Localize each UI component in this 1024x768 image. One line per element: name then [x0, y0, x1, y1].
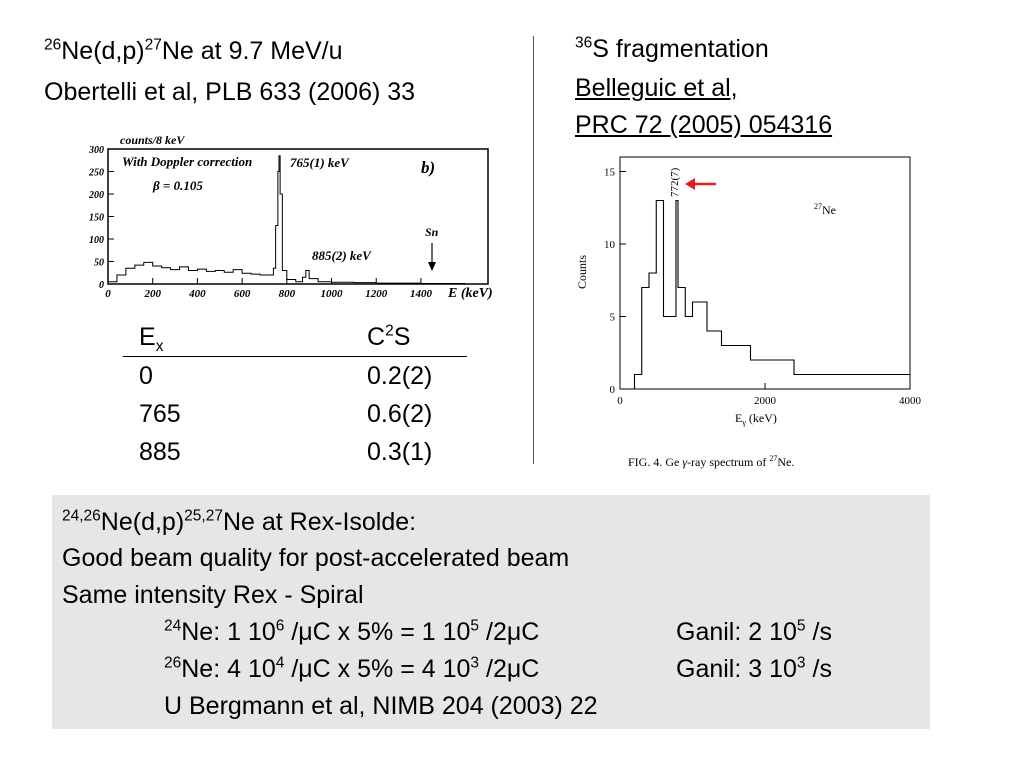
summary-line-5-ganil [676, 655, 832, 683]
left-chart-xtick-label: 800 [278, 288, 296, 300]
table-cell-c2s: 0.6(2) [367, 400, 433, 428]
left-chart-xtick-label: 1200 [365, 288, 388, 300]
summary-line-4 [164, 615, 832, 649]
l4-sup: 24 [164, 617, 182, 635]
summary-line-2: Good beam quality for post-accelerated beam [62, 544, 570, 572]
summary-line-1-a: Ne(d,p) [100, 508, 185, 536]
l4-gend: /s [805, 618, 832, 646]
left-chart-peak1-label: 765(1) keV [290, 155, 349, 170]
table-row [123, 395, 467, 433]
vertical-divider [533, 36, 534, 464]
left-chart-ytick-label: 100 [89, 235, 104, 246]
summary-line-1-b: Ne at Rex-Isolde: [222, 508, 417, 536]
left-chart-legend-beta: β = 0.105 [153, 178, 203, 193]
left-chart-sn-arrowhead [428, 262, 436, 271]
right-chart-xlabel-e: E [735, 411, 743, 425]
l5-c: /2μC [479, 655, 540, 683]
right-chart-yticks [604, 167, 626, 397]
left-spectrum-chart [78, 132, 508, 304]
l4-a: Ne: 1 10 [181, 618, 276, 646]
left-chart-xtick-label: 200 [144, 288, 161, 300]
left-chart-sn-label: Sn [425, 225, 439, 239]
table-header-ex [123, 318, 367, 357]
caption-a: FIG. 4. Ge [628, 455, 683, 469]
summary-line-1-sup-b: 25,27 [184, 507, 223, 525]
l4-sup2: 6 [275, 617, 285, 635]
left-chart-ytick-label: 250 [89, 167, 104, 179]
left-chart-legend-doppler: With Doppler correction [122, 154, 253, 169]
table-header-c2s-b: S [393, 323, 411, 351]
right-chart-isotope-label [814, 202, 836, 217]
right-chart-ytick-label: 5 [609, 311, 615, 324]
caption-gamma: γ [682, 455, 688, 469]
right-chart-isotope-text: Ne [822, 203, 836, 217]
l5-a: Ne: 4 10 [181, 655, 276, 683]
left-chart-panel-label: b) [421, 158, 436, 177]
left-title-sup-a: 26 [44, 36, 62, 54]
left-chart-ytick-label: 50 [94, 257, 104, 269]
left-chart-xtick-label: 600 [233, 288, 251, 300]
right-chart-caption [628, 454, 794, 469]
summary-line-5-rate [164, 652, 676, 686]
right-chart-ytick-label: 0 [609, 384, 615, 396]
right-reference-authors: Belleguic et al, [575, 74, 738, 102]
table-header-row [123, 318, 467, 357]
left-chart-xtick-label: 400 [189, 288, 206, 300]
table-header-ex-sub: x [155, 338, 164, 355]
l5-b: /μC x 5% = 4 10 [284, 655, 471, 683]
right-chart-ytick-label: 10 [604, 239, 615, 251]
left-chart-xticks [105, 278, 432, 300]
left-chart-ylabel: counts/8 keV [120, 133, 185, 147]
right-chart-peak-label: 772(7) [669, 167, 681, 197]
l4-sup3: 5 [470, 617, 480, 635]
summary-line-3: Same intensity Rex - Spiral [62, 581, 364, 609]
right-chart-ylabel: Counts [575, 254, 589, 290]
right-chart-xtick-label: 0 [617, 395, 623, 407]
right-chart-xlabel [735, 411, 777, 427]
l4-ganil: Ganil: 2 10 [676, 618, 797, 646]
table-header-c2s-sup: 2 [385, 322, 394, 340]
left-chart-spectrum-line [108, 156, 466, 284]
l5-sup: 26 [164, 654, 182, 672]
table-cell-ex: 885 [139, 438, 181, 466]
right-reference-journal: PRC 72 (2005) 054316 [575, 111, 833, 139]
right-chart-xlabel-unit: (keV) [745, 411, 777, 425]
l5-ganil: Ganil: 3 10 [676, 655, 797, 683]
right-chart-xtick-label: 2000 [754, 395, 776, 407]
left-chart-yticks [88, 145, 114, 291]
right-title-sup: 36 [575, 34, 593, 52]
summary-line-4-ganil [676, 618, 832, 646]
l5-gend: /s [805, 655, 832, 683]
l4-gsup: 5 [796, 617, 806, 635]
right-chart-xticks [617, 383, 921, 407]
summary-box [52, 495, 930, 729]
table-header-ex-text: E [139, 323, 156, 351]
table-row [123, 433, 467, 471]
left-chart-xunit: E (keV) [448, 286, 493, 301]
summary-line-1 [62, 505, 416, 539]
caption-sup: 27 [769, 454, 778, 463]
left-reference: Obertelli et al, PLB 633 (2006) 33 [44, 78, 416, 106]
right-chart-isotope-sup: 27 [814, 202, 822, 211]
left-chart-ytick-label: 0 [99, 280, 104, 291]
table-row [123, 357, 467, 396]
red-arrow-head [685, 178, 695, 190]
left-title [44, 34, 343, 68]
left-chart-xtick-label: 0 [105, 288, 111, 300]
right-chart-spectrum-line [620, 201, 910, 390]
l5-sup2: 4 [275, 654, 285, 672]
left-chart-ytick-label: 300 [89, 145, 104, 156]
summary-line-6: U Bergmann et al, NIMB 204 (2003) 22 [164, 692, 598, 720]
l4-c: /2μC [479, 618, 540, 646]
left-chart-ytick-label: 200 [89, 190, 104, 201]
right-chart-xlabel-sub: γ [742, 418, 746, 427]
caption-b: -ray spectrum of [687, 455, 770, 469]
summary-line-5 [164, 652, 832, 686]
left-title-text-a: Ne(d,p) [61, 37, 145, 65]
l5-gsup: 3 [796, 654, 806, 672]
right-chart-xtick-label: 4000 [899, 395, 921, 407]
right-title-text: S fragmentation [592, 35, 769, 63]
table-cell-c2s: 0.2(2) [367, 362, 433, 390]
left-chart-xtick-label: 1400 [409, 288, 432, 300]
l5-sup3: 3 [470, 654, 480, 672]
left-title-text-b: Ne at 9.7 MeV/u [161, 37, 343, 65]
right-chart-ytick-label: 15 [604, 166, 615, 179]
table-cell-ex: 0 [139, 362, 153, 390]
summary-line-4-rate [164, 615, 676, 649]
left-chart-ytick-label: 150 [89, 212, 104, 224]
table-header-c2s-a: C [367, 323, 386, 351]
summary-line-1-sup-a: 24,26 [62, 507, 101, 525]
table-header-c2s [367, 318, 467, 357]
l4-b: /μC x 5% = 1 10 [284, 618, 471, 646]
left-chart-xtick-label: 1000 [320, 288, 343, 300]
spectroscopic-factor-table [123, 318, 467, 471]
table-cell-c2s: 0.3(1) [367, 438, 433, 466]
table-cell-ex: 765 [139, 400, 181, 428]
caption-c: Ne. [777, 455, 795, 469]
right-spectrum-chart [568, 152, 921, 472]
red-arrow-icon [685, 178, 716, 190]
left-title-sup-b: 27 [144, 36, 162, 54]
left-chart-peak2-label: 885(2) keV [312, 248, 371, 263]
right-title [575, 32, 769, 66]
